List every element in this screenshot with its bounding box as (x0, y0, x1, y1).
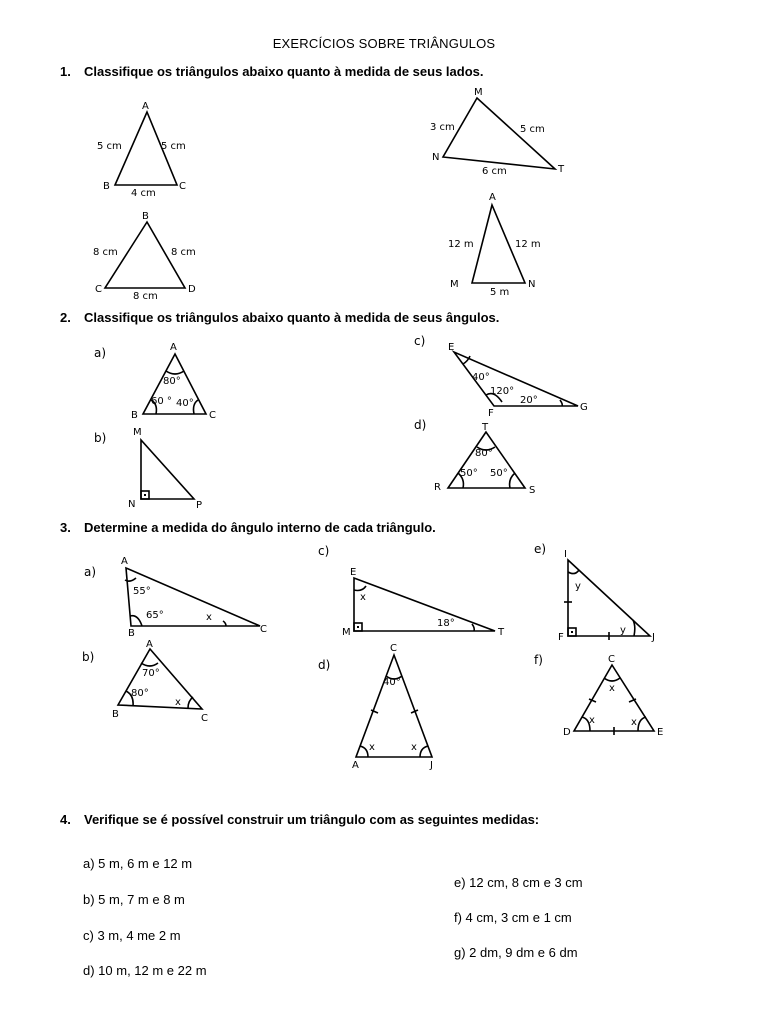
side-label: 3 cm (430, 122, 455, 133)
item-label: b) (94, 431, 107, 445)
question-number: 2. (60, 310, 71, 325)
question-4 (60, 812, 539, 827)
side-label: 4 cm (131, 188, 156, 199)
option-e: e) 12 cm, 8 cm e 3 cm (454, 875, 583, 890)
triangle-2c (408, 332, 598, 422)
triangle-bcd-sides (85, 205, 215, 305)
angle-arc (560, 400, 562, 406)
vertex-label: C (390, 643, 397, 654)
vertex-label: P (196, 500, 203, 511)
side-label: 12 m (515, 239, 541, 250)
angle-label: 50° (460, 468, 478, 479)
item-label: d) (414, 418, 427, 432)
vertex-label: B (142, 211, 149, 222)
item-label: f) (534, 653, 543, 667)
angle-arc (141, 663, 158, 666)
triangle-shape (574, 665, 654, 731)
triangle-shape (354, 578, 495, 631)
question-number: 3. (60, 520, 71, 535)
triangle-shape (448, 432, 525, 488)
angle-arc (194, 400, 199, 414)
side-label: 5 cm (520, 124, 545, 135)
option-c: c) 3 m, 4 me 2 m (83, 928, 181, 943)
item-label: d) (318, 658, 331, 672)
angle-label: 80° (163, 376, 181, 387)
angle-label: x (206, 612, 212, 623)
angle-label: 40° (472, 372, 490, 383)
vertex-label: E (657, 727, 664, 738)
angle-arc (420, 746, 428, 757)
angle-label: 50° (490, 468, 508, 479)
angle-arc (568, 570, 579, 574)
vertex-label: B (131, 410, 138, 421)
angle-label: x (589, 715, 595, 726)
vertex-label: S (529, 485, 536, 496)
vertex-label: N (528, 279, 536, 290)
triangle-2b-right (88, 425, 228, 515)
vertex-label: T (558, 164, 565, 175)
angle-arc (633, 620, 635, 636)
option-a: a) 5 m, 6 m e 12 m (83, 856, 193, 871)
option-b: b) 5 m, 7 m e 8 m (83, 892, 185, 907)
triangle-mnt-sides (420, 82, 580, 182)
question-number: 1. (60, 64, 71, 79)
triangle-3d-isosceles (312, 640, 472, 770)
angle-label: 40° (383, 677, 401, 688)
side-label: 8 cm (171, 247, 196, 258)
angle-label: 18° (437, 618, 455, 629)
vertex-label: M (133, 427, 142, 438)
angle-label: x (360, 592, 366, 603)
vertex-label: J (652, 632, 655, 643)
vertex-label: N (432, 152, 440, 163)
angle-arc (360, 746, 368, 757)
vertex-label: M (474, 87, 483, 98)
triangle-3b (78, 635, 228, 730)
angle-label: 40° (176, 398, 194, 409)
triangle-3a (78, 550, 278, 640)
item-label: e) (534, 542, 547, 556)
angle-label: x (175, 697, 181, 708)
vertex-label: A (489, 192, 496, 203)
vertex-label: J (430, 760, 433, 770)
angle-label: 55° (133, 586, 151, 597)
vertex-label: A (352, 760, 359, 770)
vertex-label: N (128, 499, 136, 510)
vertex-label: B (103, 181, 110, 192)
angle-label: 70° (142, 668, 160, 679)
angle-arc (638, 717, 646, 731)
vertex-label: G (580, 402, 588, 413)
triangle-shape (568, 560, 650, 636)
vertex-label: B (112, 709, 119, 720)
angle-label: 65° (146, 610, 164, 621)
angle-label: x (411, 742, 417, 753)
vertex-label: R (434, 482, 441, 493)
item-label: a) (94, 346, 107, 360)
triangle-abc-sides (85, 95, 205, 200)
side-label: 5 m (490, 287, 510, 298)
angle-arc (604, 678, 620, 681)
item-label: c) (318, 544, 330, 558)
angle-arc (166, 371, 184, 374)
angle-label: 80° (475, 448, 493, 459)
side-label: 6 cm (482, 166, 507, 177)
vertex-label: M (450, 279, 459, 290)
vertex-label: E (448, 342, 455, 353)
question-3 (60, 520, 436, 535)
right-angle-dot (144, 494, 146, 496)
side-label: 8 cm (93, 247, 118, 258)
side-label: 8 cm (133, 291, 158, 302)
vertex-label: C (209, 410, 216, 421)
triangle-amn-sides (440, 190, 560, 300)
angle-label: x (369, 742, 375, 753)
vertex-label: A (142, 101, 149, 112)
question-number: 4. (60, 812, 71, 827)
option-d: d) 10 m, 12 m e 22 m (83, 963, 207, 978)
question-1 (60, 64, 483, 79)
side-label: 5 cm (97, 141, 122, 152)
triangle-3e-right (530, 540, 670, 645)
vertex-label: E (350, 567, 357, 578)
angle-arc (510, 473, 515, 488)
vertex-label: A (146, 639, 153, 650)
triangle-2a (88, 340, 228, 425)
vertex-label: M (342, 627, 351, 638)
vertex-label: F (558, 632, 564, 643)
angle-label: 60 ° (151, 396, 172, 407)
angle-label: x (631, 717, 637, 728)
vertex-label: C (179, 181, 186, 192)
side-label: 12 m (448, 239, 474, 250)
angle-label: 20° (520, 395, 538, 406)
page-title: EXERCÍCIOS SOBRE TRIÂNGULOS (272, 36, 496, 51)
vertex-label: B (128, 628, 135, 639)
question-text: Classifique os triângulos abaixo quanto à medida de seus lados. (84, 64, 484, 79)
angle-arc (130, 616, 142, 626)
question-text: Determine a medida do ângulo interno de cada triângulo. (84, 520, 436, 535)
right-angle-dot (357, 626, 359, 628)
question-2 (60, 310, 499, 325)
vertex-label: C (95, 284, 102, 295)
vertex-label: F (488, 408, 494, 419)
vertex-label: I (564, 549, 567, 560)
vertex-label: T (498, 627, 505, 638)
question-text: Verifique se é possível construir um triângulo com as seguintes medidas: (84, 812, 540, 827)
angle-label: y (575, 581, 581, 592)
item-label: a) (84, 565, 97, 579)
angle-arc (188, 697, 193, 708)
option-g: g) 2 dm, 9 dm e 6 dm (454, 945, 578, 960)
item-label: c) (414, 334, 426, 348)
side-label: 5 cm (161, 141, 186, 152)
angle-label: 80° (131, 688, 149, 699)
triangle-shape (141, 440, 194, 499)
triangle-shape (356, 655, 432, 757)
angle-arc (472, 624, 474, 631)
angle-label: 120° (490, 386, 515, 397)
item-label: b) (82, 650, 95, 664)
angle-label: y (620, 625, 626, 636)
vertex-label: T (482, 422, 489, 433)
vertex-label: A (121, 556, 128, 567)
triangle-3f-equilateral (530, 645, 680, 745)
angle-label: x (609, 683, 615, 694)
right-angle-dot (571, 631, 573, 633)
triangle-2d (408, 415, 568, 500)
angle-arc (354, 586, 366, 591)
option-f: f) 4 cm, 3 cm e 1 cm (454, 910, 572, 925)
vertex-label: D (188, 284, 196, 295)
vertex-label: C (260, 624, 267, 635)
vertex-label: C (608, 654, 615, 665)
vertex-label: D (563, 727, 571, 738)
vertex-label: C (201, 713, 208, 724)
triangle-3c-right (312, 540, 512, 640)
vertex-label: A (170, 342, 177, 353)
question-text: Classifique os triângulos abaixo quanto à medida de seus ângulos. (84, 310, 500, 325)
